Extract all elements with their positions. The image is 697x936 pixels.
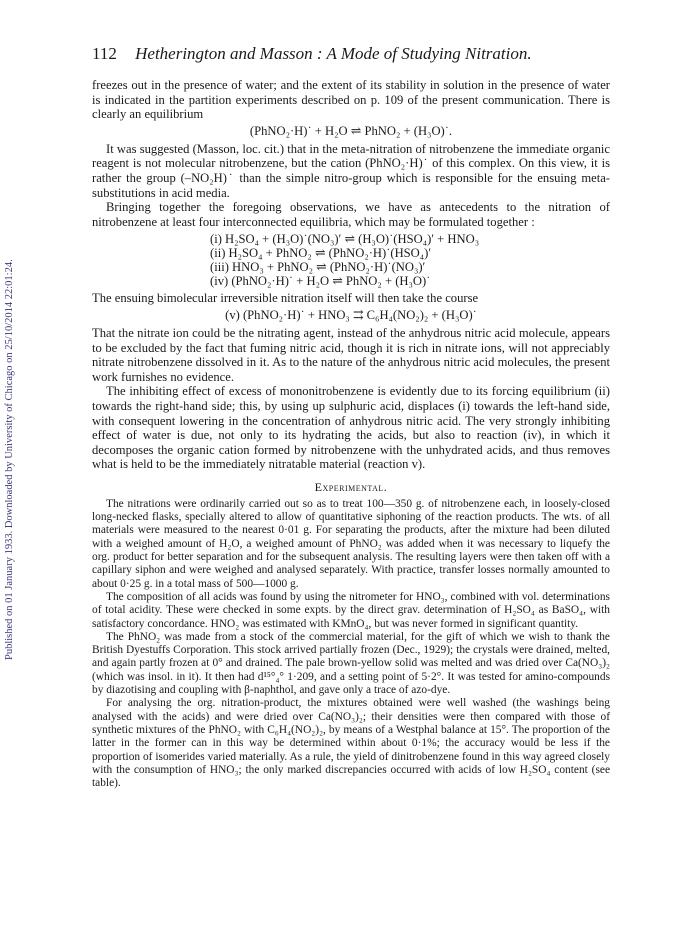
publication-note-text: Published on 01 January 1933. Downloaded by University of Chicago on 25/10/2014 22:01:24. — [4, 259, 15, 660]
equilibrium-iv: (iv) (PhNO₂·H)˙ + H₂O ⇌ PhNO₂ + (H₃O)˙ — [210, 274, 431, 289]
paragraph-4: The ensuing bimolecular irreversible nitration itself will then take the course — [92, 291, 479, 306]
experimental-paragraph-4: For analysing the org. nitration-product, the mixtures obtained were well washed (the washings being analysed with the acids) and were dried over Ca(NO₃)₂; their densities were then compared with those of synthetic mixtures of the PhNO₂ with C₆H₄(NO₂)₂, by means of a Westphal balance at 15°. The proportion of the latter in the former can in this way be determined within about 0·1%; the accuracy would be less if the proportion of isomerides varied materially. As a rule, the yield of dinitrobenzene found in this way agreed closely with the consumption of HNO₃; the only marked discrepancies occurred with acids of low H₂SO₄ content (see table). — [92, 697, 610, 790]
experimental-paragraph-3: The PhNO₂ was made from a stock of the commercial material, for the gift of which we wish to thank the British Dyestuffs Corporation. This stock arrived partially frozen (Dec., 1929); the crystals were drained, melted, and again partly frozen at 0° and drained. The pale brown-yellow solid was melted and was dried over Ca(NO₃)₂ (which was insol. in it). It then had d¹⁵°₄° 1·209, and a setting point of 5·2°. It was tested for amino-compounds by diazotising and coupling with β-naphthol, and gave only a trace of azo-dye. — [92, 630, 610, 697]
experimental-section — [92, 498, 610, 791]
equilibria-list — [210, 232, 610, 288]
publication-note — [4, 100, 18, 660]
paragraph-1: freezes out in the presence of water; and the extent of its stability in solution in the presence of water is indicated in the partition experiments described on p. 109 of the present communication. There is clearly an equilibrium — [92, 78, 610, 122]
paragraph-6: The inhibiting effect of excess of mononitrobenzene is evidently due to its forcing equilibrium (ii) towards the right-hand side; this, by using up sulphuric acid, displaces (i) towards the left-hand side, with consequent lowering in the concentration of anhydrous nitric acid. The very strongly inhibiting effect of water is due, not only to its hydrating the acids, but also to reaction (iv), in which it decomposes the organic cation formed by nitrobenzene with the unhydrated acids, and thus removes what is held to be the immediately nitratable material (reaction v). — [92, 384, 610, 472]
running-header — [92, 44, 610, 64]
equation-v: (v) (PhNO₂·H)˙ + HNO₃ ⇉ C₆H₄(NO₂)₂ + (H₃O)˙ — [225, 307, 477, 322]
experimental-paragraph-1: The nitrations were ordinarily carried out so as to treat 100—350 g. of nitrobenzene each, in loosely-closed long-necked flasks, specially altered to allow of quantitative siphoning of the reaction products. The wts. of all materials were measured to the nearest 0·01 g. For separating the products, after the mixture had been diluted with a weighed amount of H₂O, a weighed amount of PhNO₂ was added when it was necessary to liquefy the org. product for better separation and for the subsequent analysis. The resulting layers were then taken off with a capillary siphon and were weighed and analysed separately. With practice, transfer losses normally amounted to about 0·25 g. in a total mass of 500—1000 g. — [92, 497, 610, 590]
experimental-paragraph-2: The composition of all acids was found by using the nitrometer for HNO₃, combined with vol. determinations of total acidity. These were checked in some expts. by the direct grav. determination of H₂SO₄ as BaSO₄, with satisfactory concordance. HNO₂ was estimated with KMnO₄, but was never formed in significant quantity. — [92, 590, 610, 630]
section-heading: Experimental. — [314, 479, 388, 494]
running-title: Hetherington and Masson : A Mode of Studying Nitration. — [135, 44, 532, 63]
equilibrium-iii: (iii) HNO₃ + PhNO₂ ⇌ (PhNO₂·H)˙(NO₃)′ — [210, 260, 426, 275]
paragraph-5: That the nitrate ion could be the nitrating agent, instead of the anhydrous nitric acid molecule, appears to be excluded by the fact that fuming nitric acid, though it is rich in nitrate ions, will not appreciably nitrate nitrobenzene dissolved in it. As to the nature of the anhydrous nitric acid molecules, the present work furnishes no evidence. — [92, 325, 610, 384]
paragraph-3: Bringing together the foregoing observations, we have as antecedents to the nitration of nitrobenzene at least four interconnected equilibria, which may be formulated together : — [92, 200, 610, 229]
equation-equilibrium: (PhNO₂·H)˙ + H₂O ⇌ PhNO₂ + (H₃O)˙. — [249, 123, 453, 138]
equilibrium-i: (i) H₂SO₄ + (H₃O)˙(NO₃)′ ⇌ (H₃O)˙(HSO₄)′ + HNO₃ — [210, 232, 480, 247]
paragraph-2: It was suggested (Masson, loc. cit.) that in the meta-nitration of nitrobenzene the immediate organic reagent is not molecular nitrobenzene, but the cation (PhNO₂·H)˙ of this complex. On this view, it is rather the group (–NO₂H)˙ than the simple nitro-group which is responsible for the ensuing meta-substitutions in acid media. — [92, 141, 610, 200]
page-number: 112 — [92, 44, 117, 63]
page-content — [92, 44, 610, 790]
equilibrium-ii: (ii) H₂SO₄ + PhNO₂ ⇌ (PhNO₂·H)˙(HSO₄)′ — [210, 246, 432, 261]
